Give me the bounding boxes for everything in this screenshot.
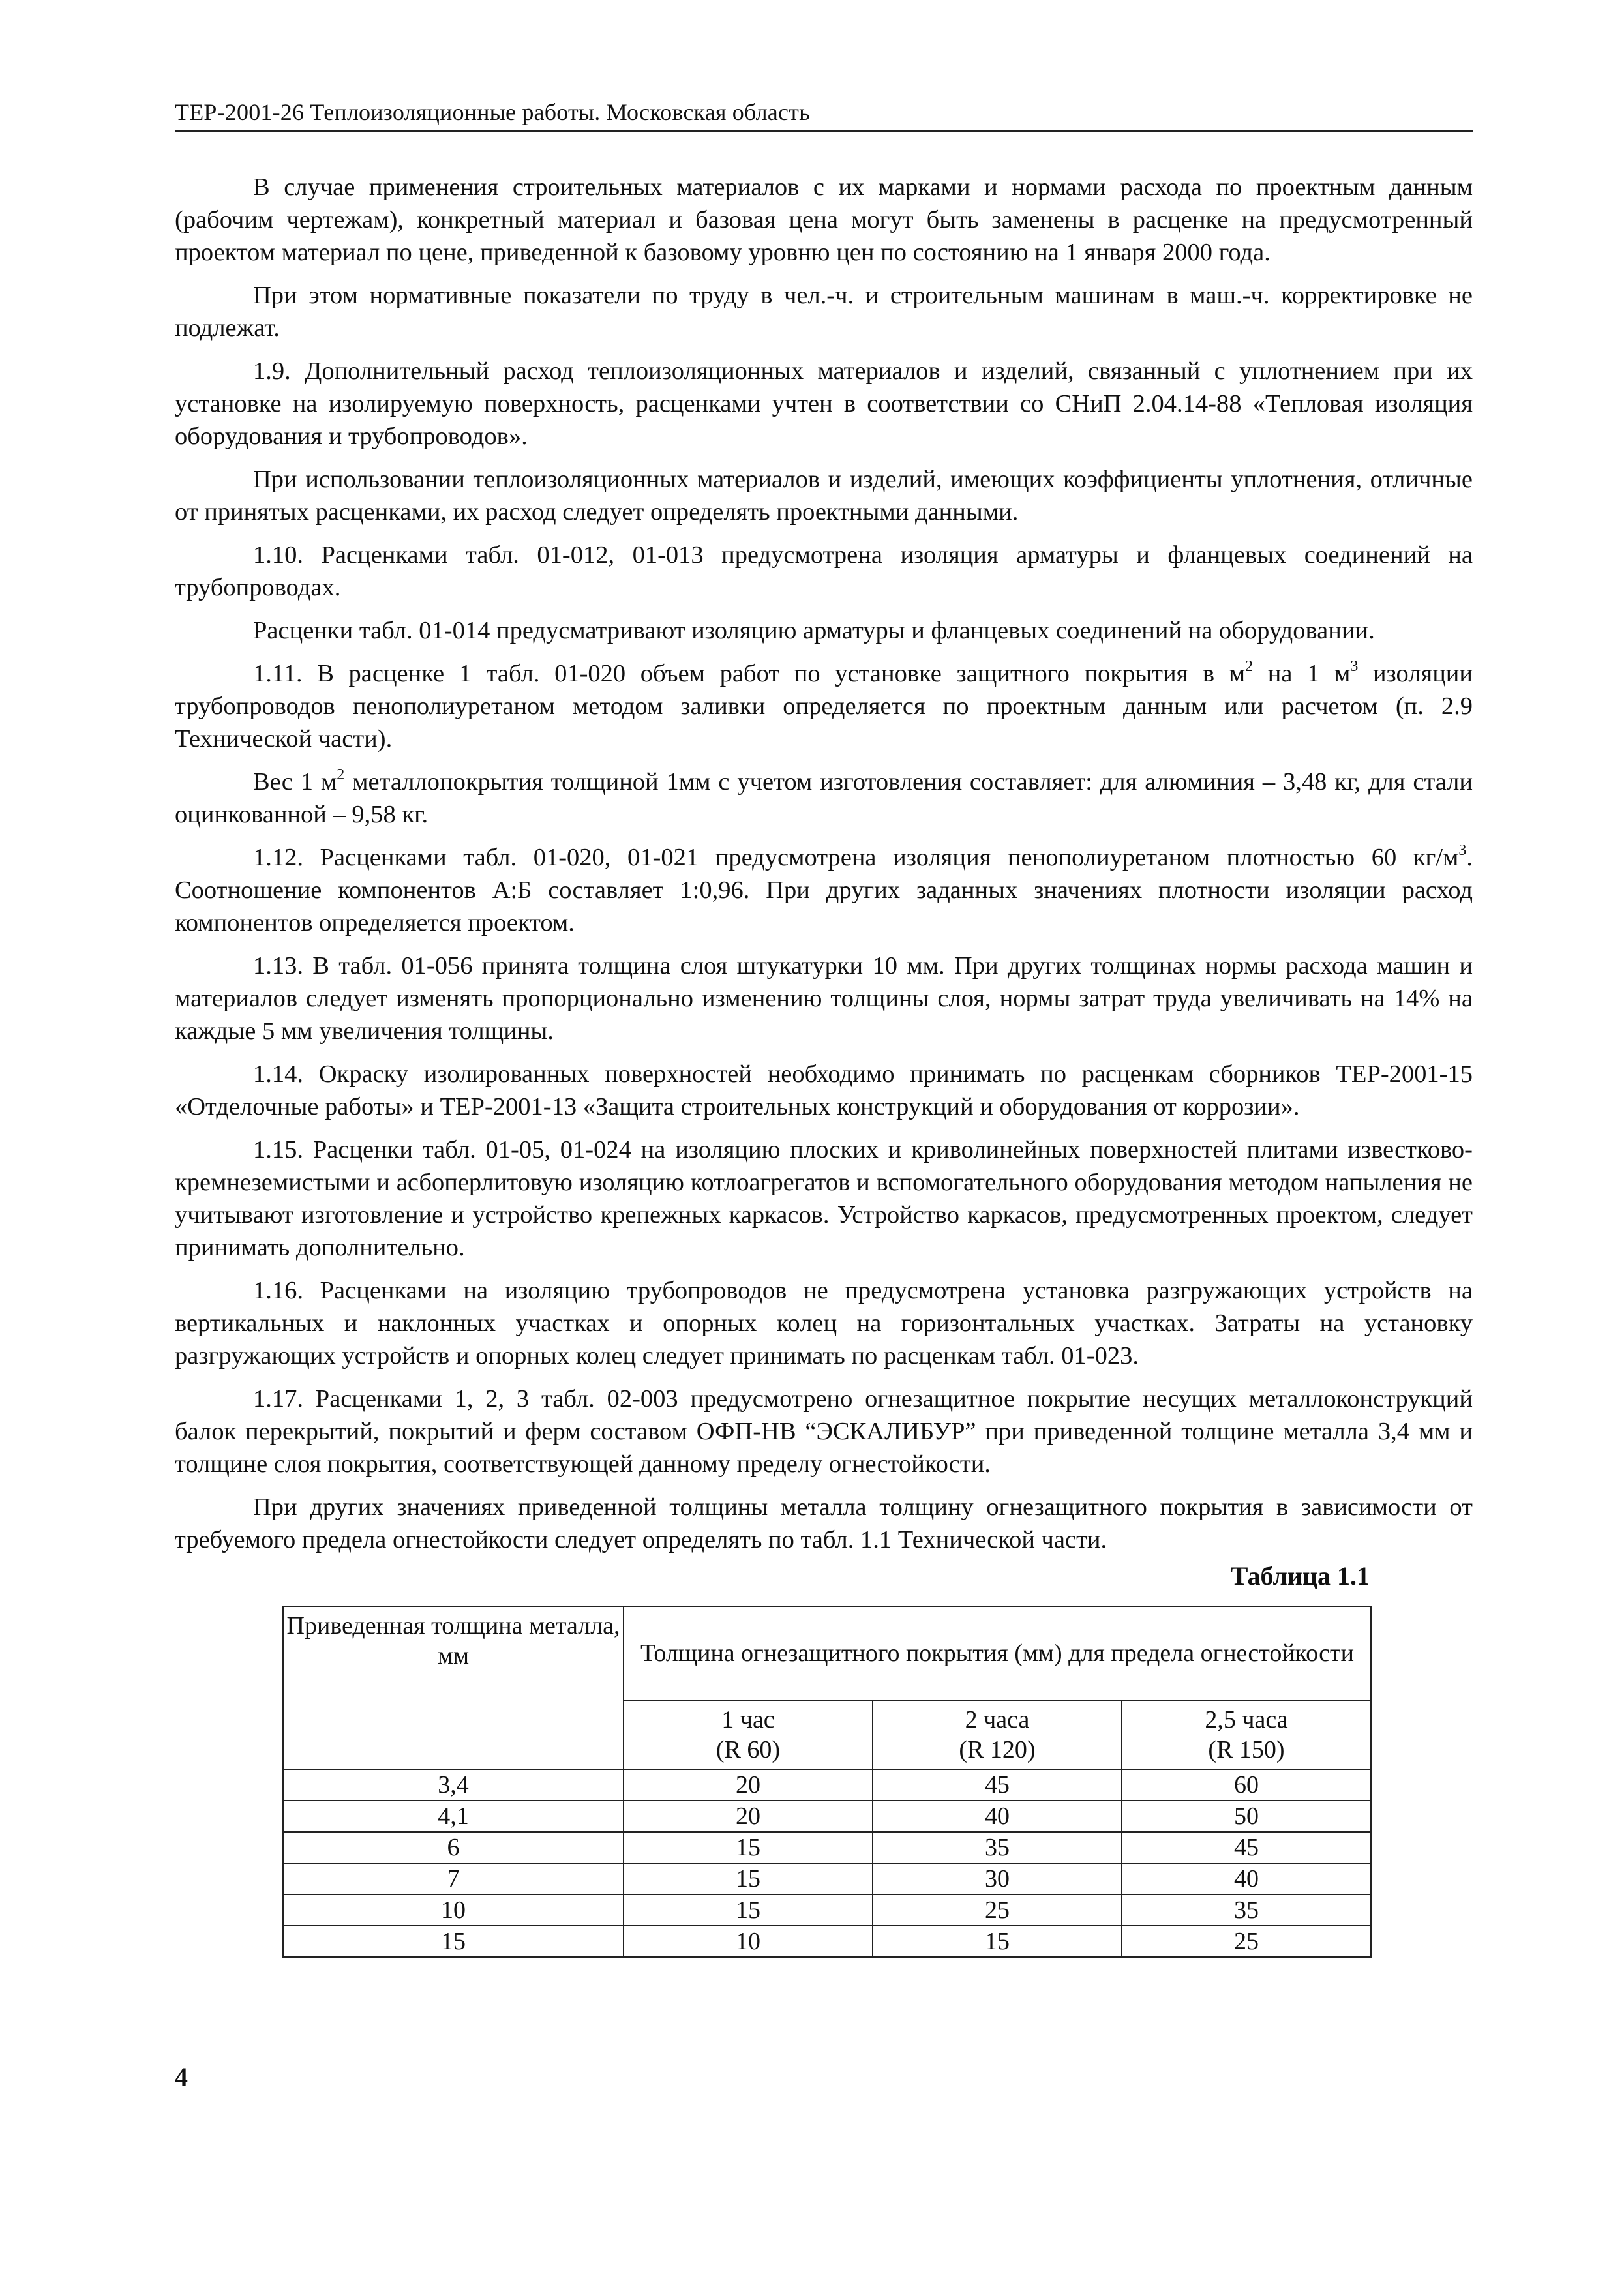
text-run: . Соотношение компонентов А:Б составляет 1:0,96. При других заданных значениях плотности изоляции расход компонентов определяется проектом.	[175, 844, 1473, 936]
table-row	[283, 1801, 1371, 1832]
table-row	[283, 1769, 1371, 1801]
table-cell: 4,1	[283, 1801, 624, 1832]
paragraph: 1.10. Расценками табл. 01-012, 01-013 предусмотрена изоляция арматуры и фланцевых соединений на трубопроводах.	[175, 541, 1473, 601]
text-run: 1.11. В расценке 1 табл. 01-020 объем работ по установке защитного покрытия в м	[253, 660, 1246, 687]
table-cell: 45	[873, 1769, 1122, 1801]
paragraph	[175, 841, 1473, 939]
running-header	[175, 97, 1473, 132]
table-cell: 45	[1122, 1832, 1371, 1863]
table-cell: 40	[873, 1801, 1122, 1832]
header-line: 1 час	[721, 1706, 775, 1733]
paragraph: При этом нормативные показатели по труду в чел.-ч. и строительным машинам в маш.-ч. корректировке не подлежат.	[175, 282, 1473, 342]
table-header-r120	[873, 1700, 1122, 1769]
paragraph: При других значениях приведенной толщины металла толщину огнезащитного покрытия в зависимости от требуемого предела огнестойкости следует определять по табл. 1.1 Технической части.	[175, 1493, 1473, 1553]
table-cell: 3,4	[283, 1769, 624, 1801]
table-header-r60	[624, 1700, 873, 1769]
superscript: 3	[1350, 658, 1359, 675]
text-run: изоляции трубопроводов пенополиуретаном методом заливки определяется по проектным данным или расчетом (п. 2.9 Технической части).	[175, 660, 1473, 753]
paragraph: В случае применения строительных материалов с их марками и нормами расхода по проектным данным (рабочим чертежам), конкретный материал и базовая цена могут быть заменены в расценке на предусмотренный проектом материал по цене, приведенной к базовому уровню цен по состоянию на 1 января 2000 года.	[175, 173, 1473, 266]
table-cell: 20	[624, 1769, 873, 1801]
table-row	[283, 1926, 1371, 1957]
paragraph: 1.15. Расценки табл. 01-05, 01-024 на изоляцию плоских и криволинейных поверхностей плитами известково-кремнеземистыми и асбоперлитовую изоляцию котлоагрегатов и вспомогательного оборудования методом напыления не учитывают изготовление и устройство крепежных каркасов. Устройство каркасов, предусмотренных проектом, следует принимать дополнительно.	[175, 1136, 1473, 1261]
paragraph	[175, 657, 1473, 755]
superscript: 3	[1458, 842, 1467, 859]
table-cell: 30	[873, 1863, 1122, 1894]
table-header-metal-thickness: Приведенная толщина металла, мм	[283, 1606, 624, 1769]
table-cell: 7	[283, 1863, 624, 1894]
header-line: 2 часа	[965, 1706, 1030, 1733]
header-line: (R 120)	[959, 1736, 1036, 1763]
header-line: (R 60)	[715, 1736, 781, 1763]
fire-protection-table	[282, 1606, 1372, 1958]
table-cell: 60	[1122, 1769, 1371, 1801]
table-cell: 15	[624, 1832, 873, 1863]
table-row	[283, 1832, 1371, 1863]
text-run: Вес 1 м	[253, 768, 337, 796]
paragraph: Расценки табл. 01-014 предусматривают изоляцию арматуры и фланцевых соединений на оборудовании.	[253, 617, 1375, 644]
table-cell: 15	[283, 1926, 624, 1957]
table-cell: 25	[873, 1894, 1122, 1926]
text-run: металлопокрытия толщиной 1мм с учетом изготовления составляет: для алюминия – 3,48 кг, для стали оцинкованной – 9,58 кг.	[175, 768, 1473, 828]
body-text	[175, 171, 1473, 1566]
table-cell: 20	[624, 1801, 873, 1832]
table-cell: 6	[283, 1832, 624, 1863]
table-row	[283, 1863, 1371, 1894]
table-cell: 50	[1122, 1801, 1371, 1832]
table-header-coating-thickness: Толщина огнезащитного покрытия (мм) для предела огнестойкости	[624, 1606, 1371, 1700]
header-title: ТЕР-2001-26 Теплоизоляционные работы. Московская область	[175, 99, 810, 125]
superscript: 2	[337, 766, 345, 783]
table-cell: 15	[873, 1926, 1122, 1957]
paragraph: При использовании теплоизоляционных материалов и изделий, имеющих коэффициенты уплотнения, отличные от принятых расценками, их расход следует определять проектными данными.	[175, 466, 1473, 526]
paragraph: 1.14. Окраску изолированных поверхностей необходимо принимать по расценкам сборников ТЕР-2001-15 «Отделочные работы» и ТЕР-2001-13 «Защита строительных конструкций и оборудования от коррозии».	[175, 1060, 1473, 1120]
table-header-r150	[1122, 1700, 1371, 1769]
table-cell: 15	[624, 1894, 873, 1926]
table-row	[283, 1894, 1371, 1926]
paragraph: 1.13. В табл. 01-056 принята толщина слоя штукатурки 10 мм. При других толщинах нормы расхода машин и материалов следует изменять пропорционально изменению толщины слоя, нормы затрат труда увеличивать на 14% на каждые 5 мм увеличения толщины.	[175, 952, 1473, 1045]
superscript: 2	[1245, 658, 1254, 675]
page-number: 4	[175, 2062, 188, 2091]
table-cell: 25	[1122, 1926, 1371, 1957]
table-cell: 35	[1122, 1894, 1371, 1926]
header-line: 2,5 часа	[1205, 1706, 1288, 1733]
table-cell: 40	[1122, 1863, 1371, 1894]
paragraph: 1.9. Дополнительный расход теплоизоляционных материалов и изделий, связанный с уплотнением при их установке на изолируемую поверхность, расценками учтен в соответствии со СНиП 2.04.14-88 «Тепловая изоляция оборудования и трубопроводов».	[175, 357, 1473, 450]
text-run: на 1 м	[1253, 660, 1351, 687]
table-caption: Таблица 1.1	[1230, 1561, 1370, 1591]
header-line: (R 150)	[1208, 1736, 1285, 1763]
table-cell: 15	[624, 1863, 873, 1894]
table-cell: 10	[283, 1894, 624, 1926]
paragraph: 1.17. Расценками 1, 2, 3 табл. 02-003 предусмотрено огнезащитное покрытие несущих металлоконструкций балок перекрытий, покрытий и ферм составом ОФП-НВ “ЭСКАЛИБУР” при приведенной толщине металла 3,4 мм и толщине слоя покрытия, соответствующей данному пределу огнестойкости.	[175, 1385, 1473, 1478]
paragraph: 1.16. Расценками на изоляцию трубопроводов не предусмотрена установка разгружающих устройств на вертикальных и наклонных участках и опорных колец на горизонтальных участках. Затраты на установку разгружающих устройств и опорных колец следует принимать по расценкам табл. 01-023.	[175, 1277, 1473, 1370]
table-cell: 10	[624, 1926, 873, 1957]
text-run: 1.12. Расценками табл. 01-020, 01-021 предусмотрена изоляция пенополиуретаном плотностью 60 кг/м	[253, 844, 1459, 871]
table-cell: 35	[873, 1832, 1122, 1863]
paragraph	[175, 766, 1473, 831]
